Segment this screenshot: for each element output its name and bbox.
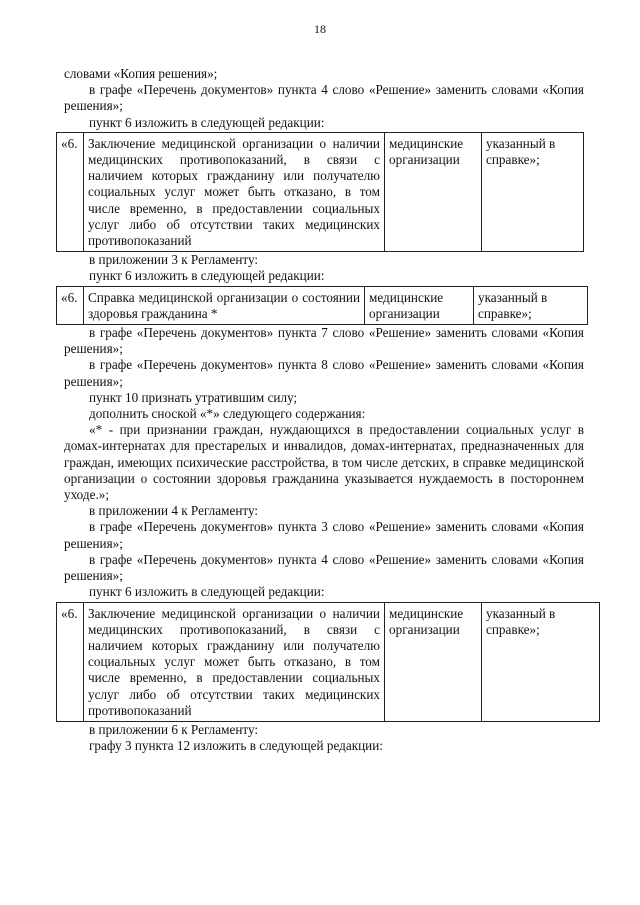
paragraph: в графе «Перечень документов» пункта 3 слово «Решение» заменить словами «Копия решения»; — [64, 519, 584, 551]
table-cell-document: Заключение медицинской организации о наличии медицинских противопоказаний, в связи с наличием которых гражданину или получателю социальных услуг может быть отказано, в том числе временно, в предоставлении социальных услуг либо об отсутствии таких медицинских противопоказаний — [84, 602, 385, 721]
table-cell-note: указанный в справке»; — [474, 286, 588, 324]
paragraph: в графе «Перечень документов» пункта 7 слово «Решение» заменить словами «Копия решения»; — [64, 325, 584, 357]
table-row — [57, 286, 588, 324]
paragraph: в приложении 3 к Регламенту: — [89, 252, 259, 268]
paragraph: графу 3 пункта 12 изложить в следующей редакции: — [89, 738, 383, 754]
document-body — [61, 66, 584, 754]
table-cell-number: «6. — [57, 286, 84, 324]
paragraph: пункт 6 изложить в следующей редакции: — [89, 584, 325, 600]
page-number: 18 — [314, 22, 326, 36]
table-cell-document: Заключение медицинской организации о наличии медицинских противопоказаний, в связи с наличием которых гражданину или получателю социальных услуг может быть отказано, в том числе временно, в предоставлении социальных услуг либо об отсутствии таких медицинских противопоказаний — [84, 132, 385, 251]
amendment-table-3 — [56, 602, 600, 722]
amendment-table-2 — [56, 286, 588, 325]
paragraph: в графе «Перечень документов» пункта 4 слово «Решение» заменить словами «Копия решения»; — [64, 551, 584, 584]
amendment-table-1 — [56, 132, 584, 252]
table-cell-source: медицинские организации — [365, 286, 474, 324]
paragraph: в графе «Перечень документов» пункта 4 слово «Решение» заменить словами «Копия решения»; — [64, 82, 584, 114]
paragraph: пункт 10 признать утратившим силу; — [89, 389, 298, 405]
table-cell-number: «6. — [57, 132, 84, 251]
table-cell-source: медицинские организации — [385, 132, 482, 251]
table-cell-note: указанный в справке»; — [482, 132, 584, 251]
paragraph: в приложении 4 к Регламенту: — [89, 503, 259, 519]
paragraph: пункт 6 изложить в следующей редакции: — [89, 268, 325, 284]
paragraph: в приложении 6 к Регламенту: — [89, 721, 259, 737]
table-cell-note: указанный в справке»; — [482, 602, 600, 721]
table-cell-number: «6. — [57, 602, 84, 721]
table-cell-source: медицинские организации — [385, 602, 482, 721]
paragraph: дополнить сноской «*» следующего содержания: — [89, 406, 366, 422]
table-cell-document: Справка медицинской организации о состоянии здоровья гражданина * — [84, 286, 365, 324]
paragraph: словами «Копия решения»; — [64, 66, 218, 81]
footnote-paragraph: «* - при признании граждан, нуждающихся в предоставлении социальных услуг в домах-интернатах для престарелых и инвалидов, домах-интернатах, предназначенных для граждан, имеющих психические расстройства, в том числе детских, в справке медицинской организации о состоянии здоровья гражданина указывается нуждаемость в постороннем уходе.»; — [64, 422, 584, 503]
table-row — [57, 602, 600, 721]
paragraph: пункт 6 изложить в следующей редакции: — [89, 114, 325, 130]
paragraph: в графе «Перечень документов» пункта 8 слово «Решение» заменить словами «Копия решения»; — [64, 357, 584, 389]
table-row — [57, 132, 584, 251]
